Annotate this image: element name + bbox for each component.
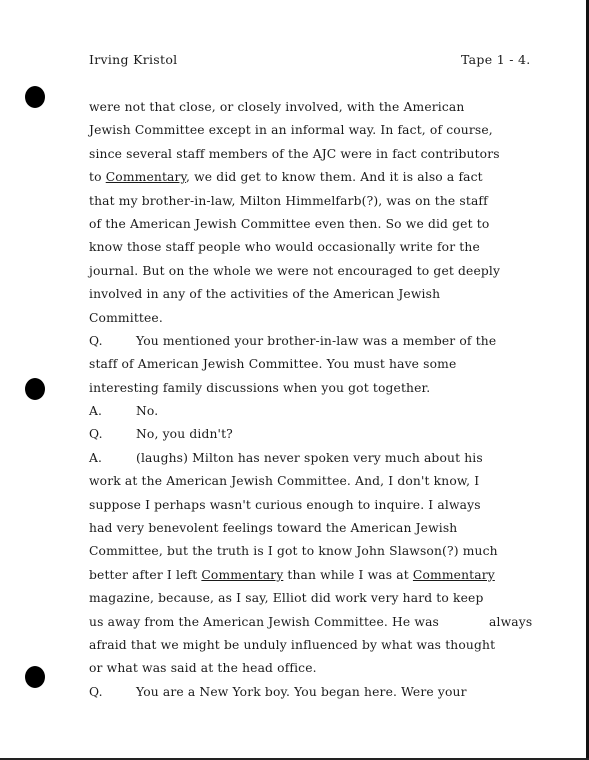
transcript-line: staff of American Jewish Committee. You must have some: [89, 357, 457, 372]
transcript-line: that my brother-in-law, Milton Himmelfarb(?), was on the staff: [89, 193, 488, 208]
publication-title: Commentary: [412, 567, 495, 582]
transcript-line: [89, 423, 559, 446]
transcript-line: [89, 400, 559, 423]
header-interviewee: Irving Kristol: [89, 52, 178, 67]
header-tape-page: Tape 1 - 4.: [461, 52, 531, 67]
transcript-line: [89, 681, 559, 704]
transcript-line: [89, 447, 559, 470]
transcript-line: know those staff people who would occasionally write for the: [89, 240, 480, 255]
transcript-line: Committee, but the truth is I got to know John Slawson(?) much: [89, 544, 498, 559]
text: to: [89, 170, 106, 185]
punch-hole-bottom: [25, 666, 45, 688]
punch-hole-middle: [25, 378, 45, 400]
transcript-line: work at the American Jewish Committee. And, I don't know, I: [89, 474, 480, 489]
transcript-line: since several staff members of the AJC were in fact contributors: [89, 146, 500, 161]
speaker-label: A.: [89, 404, 103, 419]
text: (laughs) Milton has never spoken very much about his: [136, 450, 483, 465]
transcript-line: magazine, because, as I say, Elliot did work very hard to keep: [89, 591, 484, 606]
text: No.: [136, 404, 159, 419]
transcript-line: involved in any of the activities of the American Jewish: [89, 287, 441, 302]
publication-title: Commentary: [201, 567, 284, 582]
speaker-label: Q.: [89, 427, 103, 442]
transcript-line: [89, 330, 559, 353]
text: No, you didn't?: [136, 427, 233, 442]
publication-title: Commentary: [105, 170, 187, 185]
text: always: [489, 614, 533, 629]
text: , we did get to know them. And it is also a fact: [186, 170, 483, 185]
transcript-line: [89, 564, 559, 587]
text: us away from the American Jewish Committee. He was: [89, 614, 440, 629]
transcript-line: suppose I perhaps wasn't curious enough to inquire. I always: [89, 497, 481, 512]
transcript-line: [89, 166, 559, 189]
transcript-line: were not that close, or closely involved, with the American: [89, 100, 465, 114]
transcript-line: or what was said at the head office.: [89, 661, 317, 676]
transcript-line: afraid that we might be unduly influenced by what was thought: [89, 637, 496, 652]
transcript-body: [89, 96, 559, 704]
transcript-line: [89, 611, 559, 634]
transcript-line: Jewish Committee except in an informal way. In fact, of course,: [89, 123, 493, 138]
transcript-line: Committee.: [89, 310, 163, 325]
text: You mentioned your brother-in-law was a member of the: [136, 333, 497, 348]
text: better after I left: [89, 567, 202, 582]
transcript-line: had very benevolent feelings toward the American Jewish: [89, 521, 458, 536]
speaker-label: Q.: [89, 333, 103, 348]
transcript-line: of the American Jewish Committee even then. So we did get to: [89, 216, 490, 231]
speaker-label: A.: [89, 450, 103, 465]
speaker-label: Q.: [89, 684, 103, 699]
text: than while I was at: [283, 567, 413, 582]
transcript-line: journal. But on the whole we were not encouraged to get deeply: [89, 263, 501, 278]
punch-hole-top: [25, 86, 45, 108]
transcript-line: interesting family discussions when you got together.: [89, 380, 431, 395]
text: You are a New York boy. You began here. Were your: [136, 684, 467, 699]
